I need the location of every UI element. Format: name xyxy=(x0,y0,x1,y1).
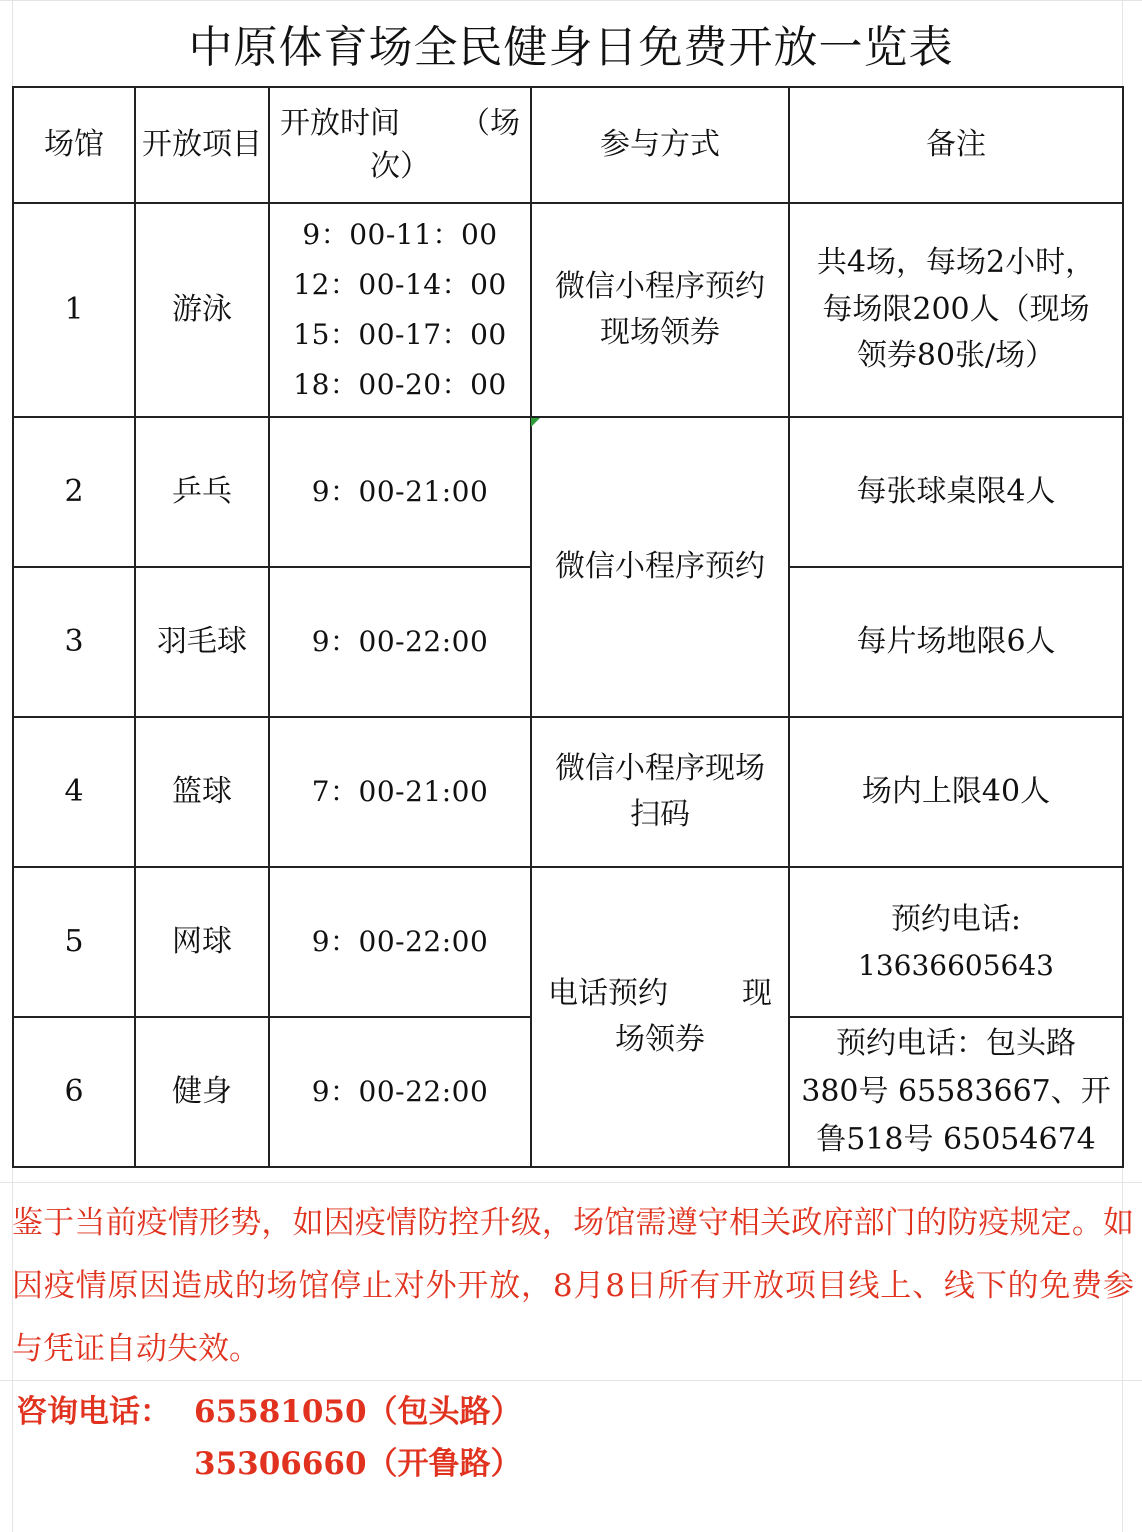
method-line: 电话预约 xyxy=(548,975,668,1011)
time-cell xyxy=(269,203,531,417)
header-item: 开放项目 xyxy=(135,87,269,203)
contact-label: 咨询电话： xyxy=(16,1394,171,1430)
venue-number: 1 xyxy=(13,203,135,417)
method-cell: 微信小程序预约 xyxy=(531,417,789,717)
contact-block xyxy=(16,1386,522,1490)
method-cell xyxy=(531,717,789,867)
item-name: 乒乓 xyxy=(135,417,269,567)
note-line: 380号 65583667、开 xyxy=(801,1074,1111,1109)
time-slot: 9：00-22:00 xyxy=(311,925,489,958)
table-row xyxy=(13,867,1123,1017)
table-row xyxy=(13,203,1123,417)
header-session-close: 次） xyxy=(370,149,430,184)
schedule-table xyxy=(12,86,1124,1168)
venue-number: 6 xyxy=(13,1017,135,1167)
time-cell xyxy=(269,567,531,717)
method-line: 微信小程序预约 xyxy=(555,268,765,304)
item-name: 健身 xyxy=(135,1017,269,1167)
method-line: 场领券 xyxy=(615,1022,705,1057)
method-line: 微信小程序现场 xyxy=(555,750,765,786)
time-slot: 15：00-17：00 xyxy=(293,318,507,351)
time-slot: 7：00-21:00 xyxy=(311,775,489,808)
time-cell xyxy=(269,717,531,867)
note-line: 预约电话: xyxy=(890,902,1022,938)
item-name: 篮球 xyxy=(135,717,269,867)
table-row xyxy=(13,417,1123,567)
header-venue: 场馆 xyxy=(13,87,135,203)
header-notes: 备注 xyxy=(789,87,1123,203)
time-cell xyxy=(269,417,531,567)
note-cell xyxy=(789,867,1123,1017)
method-line: 扫码 xyxy=(630,797,690,832)
time-slot: 9：00-21:00 xyxy=(311,475,489,508)
note-line: 共4场，每场2小时， xyxy=(816,245,1096,281)
method-line: 现场领券 xyxy=(600,315,720,350)
time-slot: 18：00-20：00 xyxy=(293,368,507,401)
method-cell xyxy=(531,203,789,417)
venue-number: 2 xyxy=(13,417,135,567)
note-line: 预约电话：包头路 xyxy=(836,1026,1076,1061)
item-name: 羽毛球 xyxy=(135,567,269,717)
page-title: 中原体育场全民健身日免费开放一览表 xyxy=(188,22,954,73)
time-cell xyxy=(269,1017,531,1167)
note-line: 领券80张/场） xyxy=(856,338,1056,374)
time-slot: 9：00-22:00 xyxy=(311,1075,489,1108)
header-method: 参与方式 xyxy=(531,87,789,203)
venue-number: 4 xyxy=(13,717,135,867)
note-cell xyxy=(789,1017,1123,1167)
method-line: 现 xyxy=(742,975,772,1011)
note-line: 每场限200人（现场 xyxy=(822,291,1090,327)
table-row xyxy=(13,717,1123,867)
header-session-open: （场 xyxy=(460,105,520,141)
header-open-time xyxy=(269,87,531,203)
cell-marker-triangle xyxy=(531,418,540,427)
method-cell xyxy=(531,867,789,1167)
venue-number: 5 xyxy=(13,867,135,1017)
time-slot: 9：00-11：00 xyxy=(302,218,498,251)
note-cell: 每张球桌限4人 xyxy=(789,417,1123,567)
table-header-row xyxy=(13,87,1123,203)
time-cell xyxy=(269,867,531,1017)
header-open-time-label: 开放时间 xyxy=(280,105,400,141)
gridline xyxy=(0,0,1142,1)
note-cell: 每片场地限6人 xyxy=(789,567,1123,717)
contact-phone: 65581050（包头路） xyxy=(194,1394,522,1430)
time-slot: 9：00-22:00 xyxy=(311,625,489,658)
gridline xyxy=(0,1182,1142,1183)
time-slot: 12：00-14：00 xyxy=(293,268,507,301)
notice-text: 鉴于当前疫情形势，如因疫情防控升级，场馆需遵守相关政府部门的防疫规定。如因疫情原因造成的场馆停止对外开放，8月8日所有开放项目线上、线下的免费参与凭证自动失效。 xyxy=(12,1205,1134,1367)
item-name: 网球 xyxy=(135,867,269,1017)
note-cell: 场内上限40人 xyxy=(789,717,1123,867)
venue-number: 3 xyxy=(13,567,135,717)
item-name: 游泳 xyxy=(135,203,269,417)
note-line: 鲁518号 65054674 xyxy=(816,1122,1096,1157)
note-cell xyxy=(789,203,1123,417)
note-phone: 13636605643 xyxy=(858,948,1054,982)
contact-phone: 35306660（开鲁路） xyxy=(194,1446,522,1482)
